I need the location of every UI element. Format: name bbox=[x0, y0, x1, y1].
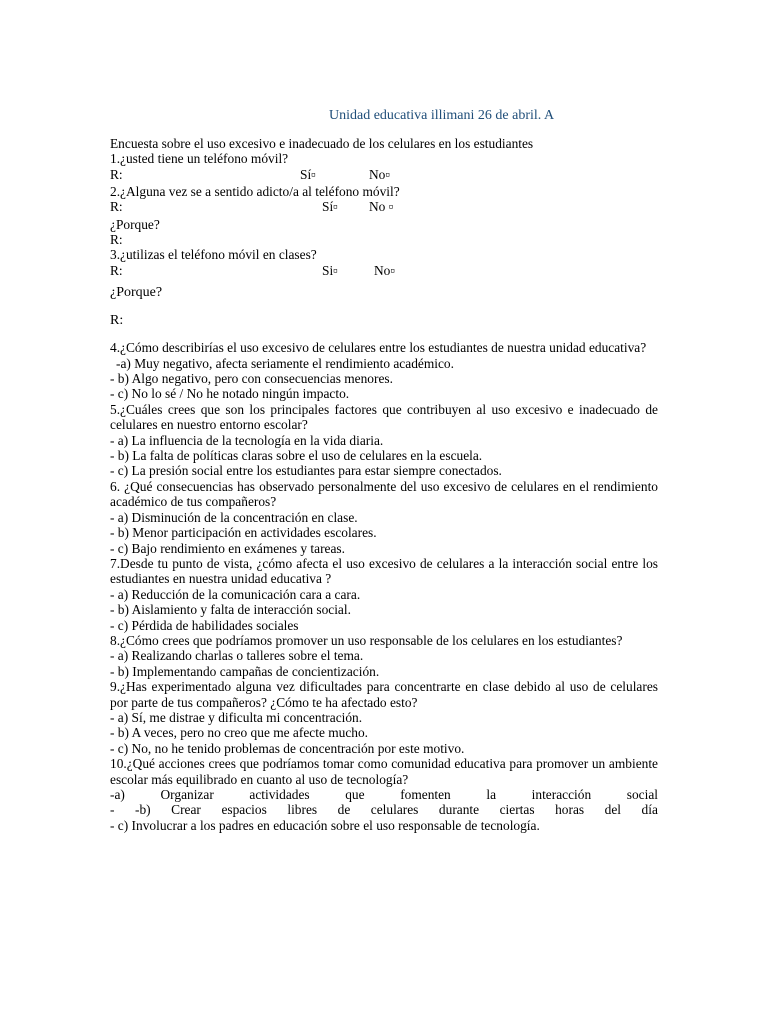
q10-option-a-word: interacción bbox=[531, 787, 592, 802]
yes-checkbox[interactable]: Si▫ bbox=[322, 262, 338, 278]
no-checkbox[interactable]: No▫ bbox=[369, 166, 391, 182]
q7-option-b: - b) Aislamiento y falta de interacción social. bbox=[110, 602, 351, 618]
question-3: 3.¿utilizas el teléfono móvil en clases? bbox=[110, 247, 317, 263]
answer-prefix: R: bbox=[110, 262, 123, 278]
q6-option-b: - b) Menor participación en actividades escolares. bbox=[110, 525, 377, 541]
q4-option-a: -a) Muy negativo, afecta seriamente el rendimiento académico. bbox=[116, 355, 454, 371]
answer-row-2 bbox=[110, 199, 658, 216]
question-6: 6. ¿Qué consecuencias has observado personalmente del uso excesivo de celulares en el rendimiento académico de tus compañeros? bbox=[110, 478, 658, 510]
q10-option-c: - c) Involucrar a los padres en educación sobre el uso responsable de tecnología. bbox=[110, 817, 540, 833]
q10-option-a-word: -a) bbox=[110, 787, 125, 802]
survey-body bbox=[110, 136, 658, 833]
q6-option-a: - a) Disminución de la concentración en clase. bbox=[110, 509, 358, 525]
q9-option-a: - a) Sí, me distrae y dificulta mi concentración. bbox=[110, 709, 363, 725]
why-answer-2: R: bbox=[110, 232, 123, 247]
q10-option-b-word: libres bbox=[287, 802, 318, 818]
q6-option-c: - c) Bajo rendimiento en exámenes y tareas. bbox=[110, 540, 345, 556]
q10-option-b-word: espacios bbox=[221, 802, 267, 818]
q10-option-b-word: del bbox=[604, 802, 621, 818]
survey-intro: Encuesta sobre el uso excesivo e inadecuado de los celulares en los estudiantes bbox=[110, 136, 534, 151]
q10-option-b-word: horas bbox=[555, 802, 585, 818]
document-header: Unidad educativa illimani 26 de abril. A bbox=[329, 108, 555, 123]
why-question-2: ¿Porque? bbox=[110, 216, 160, 232]
answer-row-1 bbox=[110, 167, 658, 184]
question-1: 1.¿usted tiene un teléfono móvil? bbox=[110, 151, 289, 167]
q10-option-a bbox=[110, 787, 658, 802]
question-10: 10.¿Qué acciones crees que podríamos tomar como comunidad educativa para promover un ambiente escolar más equilibrado en cuanto al uso de tecnología? bbox=[110, 756, 658, 787]
yes-checkbox[interactable]: Sí▫ bbox=[322, 199, 338, 215]
q10-option-a-word: actividades bbox=[249, 787, 310, 802]
no-checkbox[interactable]: No▫ bbox=[374, 262, 396, 278]
q10-option-b-word: ciertas bbox=[499, 802, 535, 818]
question-4: 4.¿Cómo describirías el uso excesivo de celulares entre los estudiantes de nuestra unidad educativa? bbox=[110, 340, 647, 356]
q10-option-a-word: social bbox=[626, 787, 658, 802]
q10-option-a-word: la bbox=[486, 787, 497, 802]
question-8: 8.¿Cómo crees que podríamos promover un uso responsable de los celulares en los estudiantes? bbox=[110, 632, 623, 648]
question-7: 7.Desde tu punto de vista, ¿cómo afecta el uso excesivo de celulares a la interacción social entre los estudiantes en nuestra unidad educativa ? bbox=[110, 555, 658, 587]
q10-option-b bbox=[110, 802, 658, 817]
answer-prefix: R: bbox=[110, 166, 123, 182]
q5-option-a: - a) La influencia de la tecnología en la vida diaria. bbox=[110, 432, 384, 448]
q10-option-b-word: de bbox=[337, 802, 351, 818]
q10-option-b-word: durante bbox=[438, 802, 480, 818]
q10-option-a-word: que bbox=[345, 787, 365, 802]
why-answer-3: R: bbox=[110, 312, 124, 328]
q5-option-b: - b) La falta de políticas claras sobre el uso de celulares en la escuela. bbox=[110, 448, 483, 464]
no-checkbox[interactable]: No ▫ bbox=[369, 199, 394, 215]
q8-option-a: - a) Realizando charlas o talleres sobre el tema. bbox=[110, 648, 364, 664]
q10-option-b-word: Crear bbox=[171, 802, 201, 818]
q10-option-b-word: día bbox=[641, 802, 658, 818]
answer-row-3 bbox=[110, 263, 658, 281]
answer-prefix: R: bbox=[110, 199, 123, 215]
question-5: 5.¿Cuáles crees que son los principales factores que contribuyen al uso excesivo e inadecuado de celulares en nuestro entorno escolar? bbox=[110, 401, 658, 433]
q5-option-c: - c) La presión social entre los estudiantes para estar siempre conectados. bbox=[110, 463, 502, 479]
q8-option-b: - b) Implementando campañas de concientización. bbox=[110, 663, 380, 679]
q7-option-c: - c) Pérdida de habilidades sociales bbox=[110, 617, 299, 633]
q4-option-c: - c) No lo sé / No he notado ningún impacto. bbox=[110, 386, 350, 402]
q4-option-b: - b) Algo negativo, pero con consecuencias menores. bbox=[110, 371, 393, 387]
yes-checkbox[interactable]: Sí▫ bbox=[300, 166, 316, 182]
question-9: 9.¿Has experimentado alguna vez dificultades para concentrarte en clase debido al uso de celulares por parte de tus compañeros? ¿Cómo te ha afectado esto? bbox=[110, 679, 658, 710]
q10-option-a-word: fomenten bbox=[400, 787, 451, 802]
q7-option-a: - a) Reducción de la comunicación cara a cara. bbox=[110, 586, 361, 602]
q10-option-b-word: celulares bbox=[370, 802, 419, 818]
q10-option-a-word: Organizar bbox=[160, 787, 214, 802]
why-question-3: ¿Porque? bbox=[110, 285, 163, 301]
question-2: 2.¿Alguna vez se a sentido adicto/a al teléfono móvil? bbox=[110, 184, 400, 199]
q9-option-b: - b) A veces, pero no creo que me afecte mucho. bbox=[110, 725, 369, 741]
q10-option-b-word: - bbox=[110, 802, 115, 818]
q10-option-b-word: -b) bbox=[135, 802, 151, 818]
q9-option-c: - c) No, no he tenido problemas de concentración por este motivo. bbox=[110, 740, 465, 756]
